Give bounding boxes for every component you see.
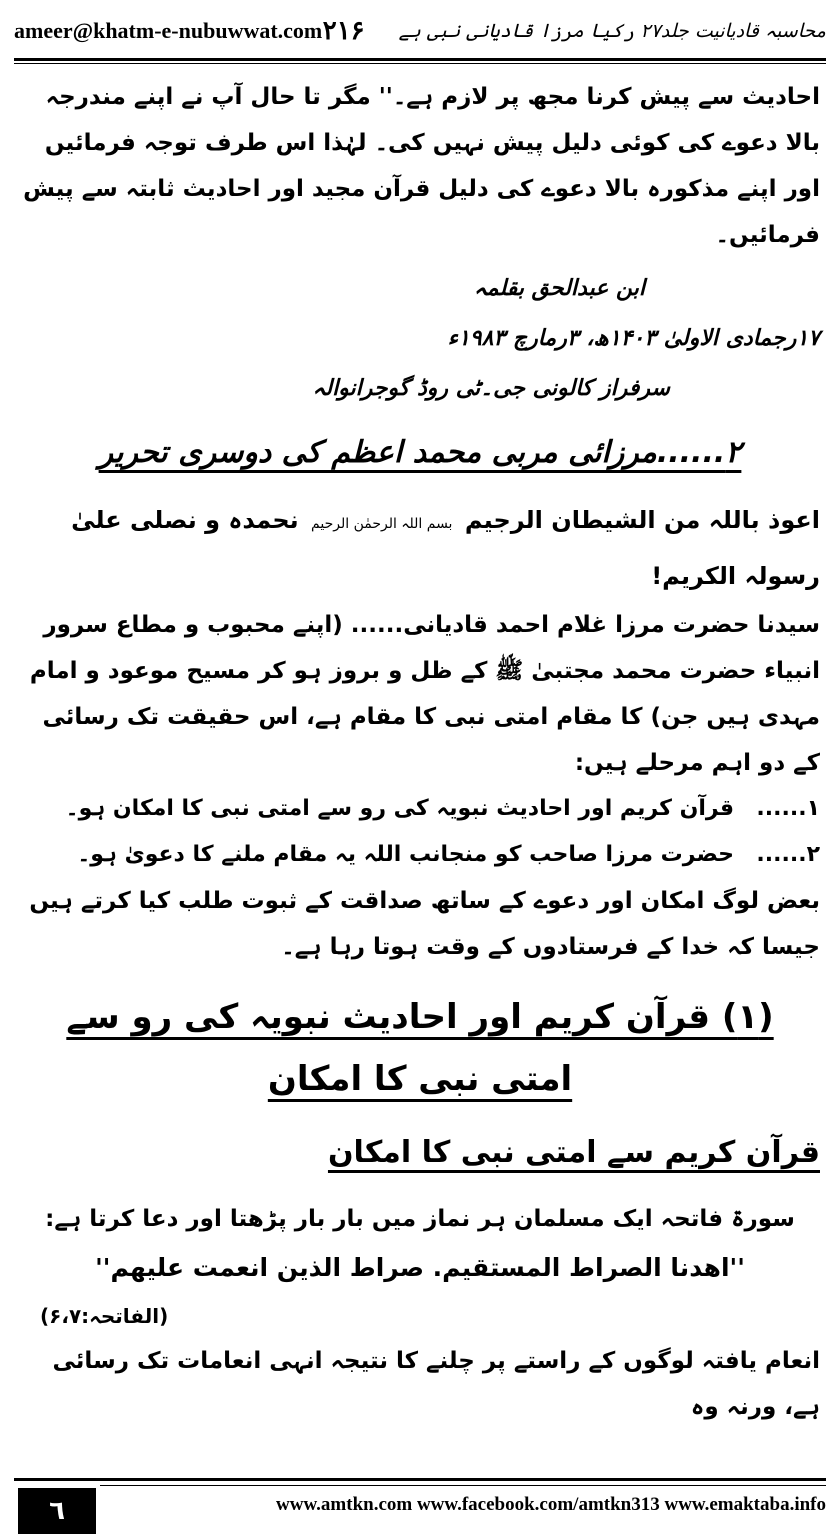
header-email: ameer@khatm-e-nubuwwat.com: [14, 18, 323, 43]
book-title: محاسبہ قادیانیت جلد۲۷ رکیا مرزا قادیانی نبی ہے: [398, 20, 826, 42]
signature-block: [20, 264, 820, 414]
list-text: قرآن کریم اور احادیث نبویہ کی رو سے امتی نبی کا امکان ہو۔: [65, 796, 734, 821]
arabic-opening-a: اعوذ باللہ من الشیطان الرجیم: [464, 506, 820, 534]
footer-rule-thick: [14, 1478, 826, 1481]
signature-address: سرفراز کالونی جی۔ٹی روڈ گوجرانوالہ: [312, 376, 670, 401]
arabic-opening: [20, 494, 820, 602]
header-right: [323, 16, 826, 46]
page-header: [14, 10, 826, 52]
signature-name: ابن عبدالحق بقلمہ: [473, 276, 645, 301]
paragraph-3: بعض لوگ امکان اور دعوے کے ساتھ صداقت کے ثبوت طلب کیا کرتے ہیں جیسا کہ خدا کے فرستادوں کے وقت ہوتا رہا ہے۔: [29, 888, 820, 960]
list-number: ۲......: [756, 842, 820, 867]
arabic-opening-b: نحمدہ و نصلی علیٰ رسولہ الکریم!: [71, 506, 820, 590]
list-text: حضرت مرزا صاحب کو منجانب اللہ یہ مقام ملنے کا دعویٰ ہو۔: [77, 842, 734, 867]
footer-links: www.amtkn.com www.facebook.com/amtkn313 www.emaktaba.info: [276, 1494, 826, 1515]
footer-page-box: ٦: [18, 1488, 96, 1534]
list-item: [20, 832, 820, 878]
header-rule-thin: [14, 63, 826, 64]
bismillah-text: بسم اللہ الرحمٰن الرحیم: [311, 516, 453, 532]
footer-rule-thin: [100, 1485, 826, 1486]
paragraph-2: سیدنا حضرت مرزا غلام احمد قادیانی...... (اپنے محبوب و مطاع سرور انبیاء حضرت محمد مجتبیٰ ﷺ کے ظل و بروز ہو کر مسیح موعود و امام مہدی ہیں جن) کا مقام امتی نبی کا مقام ہے، اس حقیقت تک رسائی کے دو اہم مرحلے ہیں:: [29, 612, 820, 776]
sub-heading: قرآن کریم سے امتی نبی کا امکان: [327, 1135, 820, 1170]
list-item: [20, 786, 820, 832]
paragraph-5: انعام یافتہ لوگوں کے راستے پر چلنے کا نتیجہ انہی انعامات تک رسائی ہے، ورنہ وہ: [52, 1348, 820, 1420]
signature-date: ۱۷رجمادی الاولیٰ ۱۴۰۳ھ، ۳رمارچ ۱۹۸۳ء: [447, 326, 820, 351]
page-number: ۲۱۶: [322, 16, 365, 45]
list-number: ۱......: [756, 796, 820, 821]
paragraph-4: سورۃ فاتحہ ایک مسلمان ہر نماز میں بار بار پڑھتا اور دعا کرتا ہے:: [45, 1206, 795, 1232]
section-heading-3: (۱) قرآن کریم اور احادیث نبویہ کی رو سے امتی نبی کا امکان: [66, 997, 774, 1099]
quran-quote: ''اھدنا الصراط المستقیم. صراط الذین انعمت علیھم'': [95, 1253, 745, 1282]
page-body: [20, 74, 820, 1450]
header-rule-thick: [14, 58, 826, 61]
section-heading-2: ۲......مرزائی مربی محمد اعظم کی دوسری تحریر: [98, 435, 742, 470]
quote-reference: (الفاتحہ:۶،۷): [40, 1304, 169, 1328]
paragraph-1: احادیث سے پیش کرنا مجھ پر لازم ہے۔'' مگر تا حال آپ نے اپنے مندرجہ بالا دعوے کی کوئی دلیل پیش نہیں کی۔ لہٰذا اس طرف توجہ فرمائیں اور اپنے مذکورہ بالا دعوے کی دلیل قرآن مجید اور احادیث ثابتہ سے پیش فرمائیں۔: [23, 84, 820, 248]
